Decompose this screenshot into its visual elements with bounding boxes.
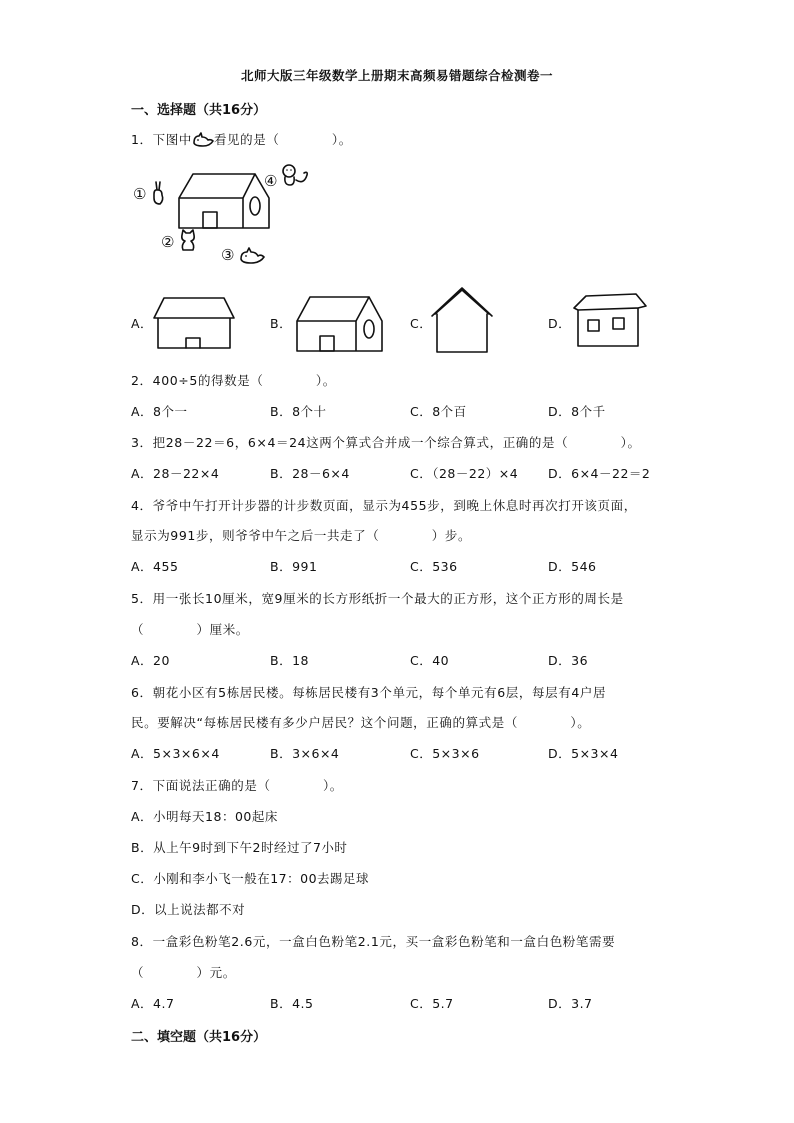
question-7-option-b[interactable]: B．从上午9时到下午2时经过了7小时 [131, 840, 348, 855]
question-1-option-b[interactable]: B． [270, 316, 293, 331]
kitten-icon [179, 229, 197, 251]
page-title: 北师大版三年级数学上册期末高频易错题综合检测卷一 [240, 68, 553, 83]
question-8-option-b[interactable]: B．4.5 [270, 996, 314, 1011]
question-8-option-a[interactable]: A．4.7 [131, 996, 175, 1011]
question-4-stem-line-2: 显示为991步，则爷爷中午之后一共走了（ ）步。 [131, 528, 472, 543]
house-scene-illustration [175, 170, 278, 232]
question-2-option-d[interactable]: D．8个千 [548, 404, 606, 419]
rabbit-icon [150, 180, 168, 206]
question-2-stem: 2．400÷5的得数是（ ）。 [131, 373, 336, 388]
monkey-icon [280, 163, 310, 187]
question-2-option-b[interactable]: B．8个十 [270, 404, 327, 419]
section-heading-fill-in: 二、填空题（共16分） [131, 1030, 267, 1045]
question-6-option-d[interactable]: D．5×3×4 [548, 746, 619, 761]
question-1-stem-end: 看见的是（ ）。 [213, 132, 352, 147]
question-2-option-c[interactable]: C．8个百 [410, 404, 467, 419]
question-6-option-c[interactable]: C．5×3×6 [410, 746, 480, 761]
question-7-option-c[interactable]: C．小刚和李小飞一般在17：00去踢足球 [131, 871, 370, 886]
question-3-option-b[interactable]: B．28－6×4 [270, 466, 350, 481]
position-label-1: ① [133, 185, 147, 203]
question-8-stem-line-1: 8．一盒彩色粉笔2.6元，一盒白色粉笔2.1元，买一盒彩色粉笔和一盒白色粉笔需要 [131, 934, 616, 949]
question-5-option-d[interactable]: D．36 [548, 653, 589, 668]
cat-icon [239, 246, 265, 264]
question-3-option-a[interactable]: A．28－22×4 [131, 466, 220, 481]
question-3-stem: 3．把28－22＝6，6×4＝24这两个算式合并成一个综合算式，正确的是（ ）。 [131, 435, 641, 450]
question-1-option-c[interactable]: C． [410, 316, 433, 331]
position-label-3: ③ [221, 246, 235, 264]
section-heading-choice: 一、选择题（共16分） [131, 103, 267, 118]
question-6-option-a[interactable]: A．5×3×6×4 [131, 746, 220, 761]
question-8-stem-line-2: （ ）元。 [131, 965, 236, 980]
question-1-stem-start: 1．下图中 [131, 132, 192, 147]
question-1-stem [131, 130, 352, 148]
question-7-option-d[interactable]: D．以上说法都不对 [131, 902, 246, 917]
position-label-4: ④ [264, 172, 278, 190]
question-6-stem-line-1: 6．朝花小区有5栋居民楼。每栋居民楼有3个单元，每个单元有6层，每层有4户居 [131, 685, 607, 700]
question-3-option-d[interactable]: D．6×4－22＝2 [548, 466, 651, 481]
question-4-option-b[interactable]: B．991 [270, 559, 318, 574]
house-option-c-drawing[interactable] [429, 286, 495, 354]
question-8-option-c[interactable]: C．5.7 [410, 996, 454, 1011]
position-label-2: ② [161, 233, 175, 251]
question-7-stem: 7．下面说法正确的是（ ）。 [131, 778, 343, 793]
house-option-a-drawing[interactable] [152, 296, 236, 350]
question-1-option-d[interactable]: D． [548, 316, 572, 331]
question-3-option-c[interactable]: C．（28－22）×4 [410, 466, 519, 481]
question-8-option-d[interactable]: D．3.7 [548, 996, 593, 1011]
house-option-b-drawing[interactable] [293, 295, 385, 353]
question-5-option-b[interactable]: B．18 [270, 653, 309, 668]
question-4-option-d[interactable]: D．546 [548, 559, 597, 574]
question-4-option-c[interactable]: C．536 [410, 559, 458, 574]
cat-icon [192, 131, 214, 147]
question-4-stem-line-1: 4．爷爷中午打开计步器的计步数页面，显示为455步，到晚上休息时再次打开该页面， [131, 498, 637, 513]
house-option-d-drawing[interactable] [570, 292, 650, 350]
question-5-stem-line-2: （ ）厘米。 [131, 622, 249, 637]
question-5-option-c[interactable]: C．40 [410, 653, 450, 668]
question-4-option-a[interactable]: A．455 [131, 559, 179, 574]
question-2-option-a[interactable]: A．8个一 [131, 404, 188, 419]
question-5-stem-line-1: 5．用一张长10厘米，宽9厘米的长方形纸折一个最大的正方形，这个正方形的周长是 [131, 591, 624, 606]
question-6-stem-line-2: 民。要解决“每栋居民楼有多少户居民？这个问题，正确的算式是（ ）。 [131, 715, 591, 730]
question-6-option-b[interactable]: B．3×6×4 [270, 746, 340, 761]
question-1-option-a[interactable]: A． [131, 316, 154, 331]
question-5-option-a[interactable]: A．20 [131, 653, 170, 668]
question-7-option-a[interactable]: A．小明每天18：00起床 [131, 809, 278, 824]
